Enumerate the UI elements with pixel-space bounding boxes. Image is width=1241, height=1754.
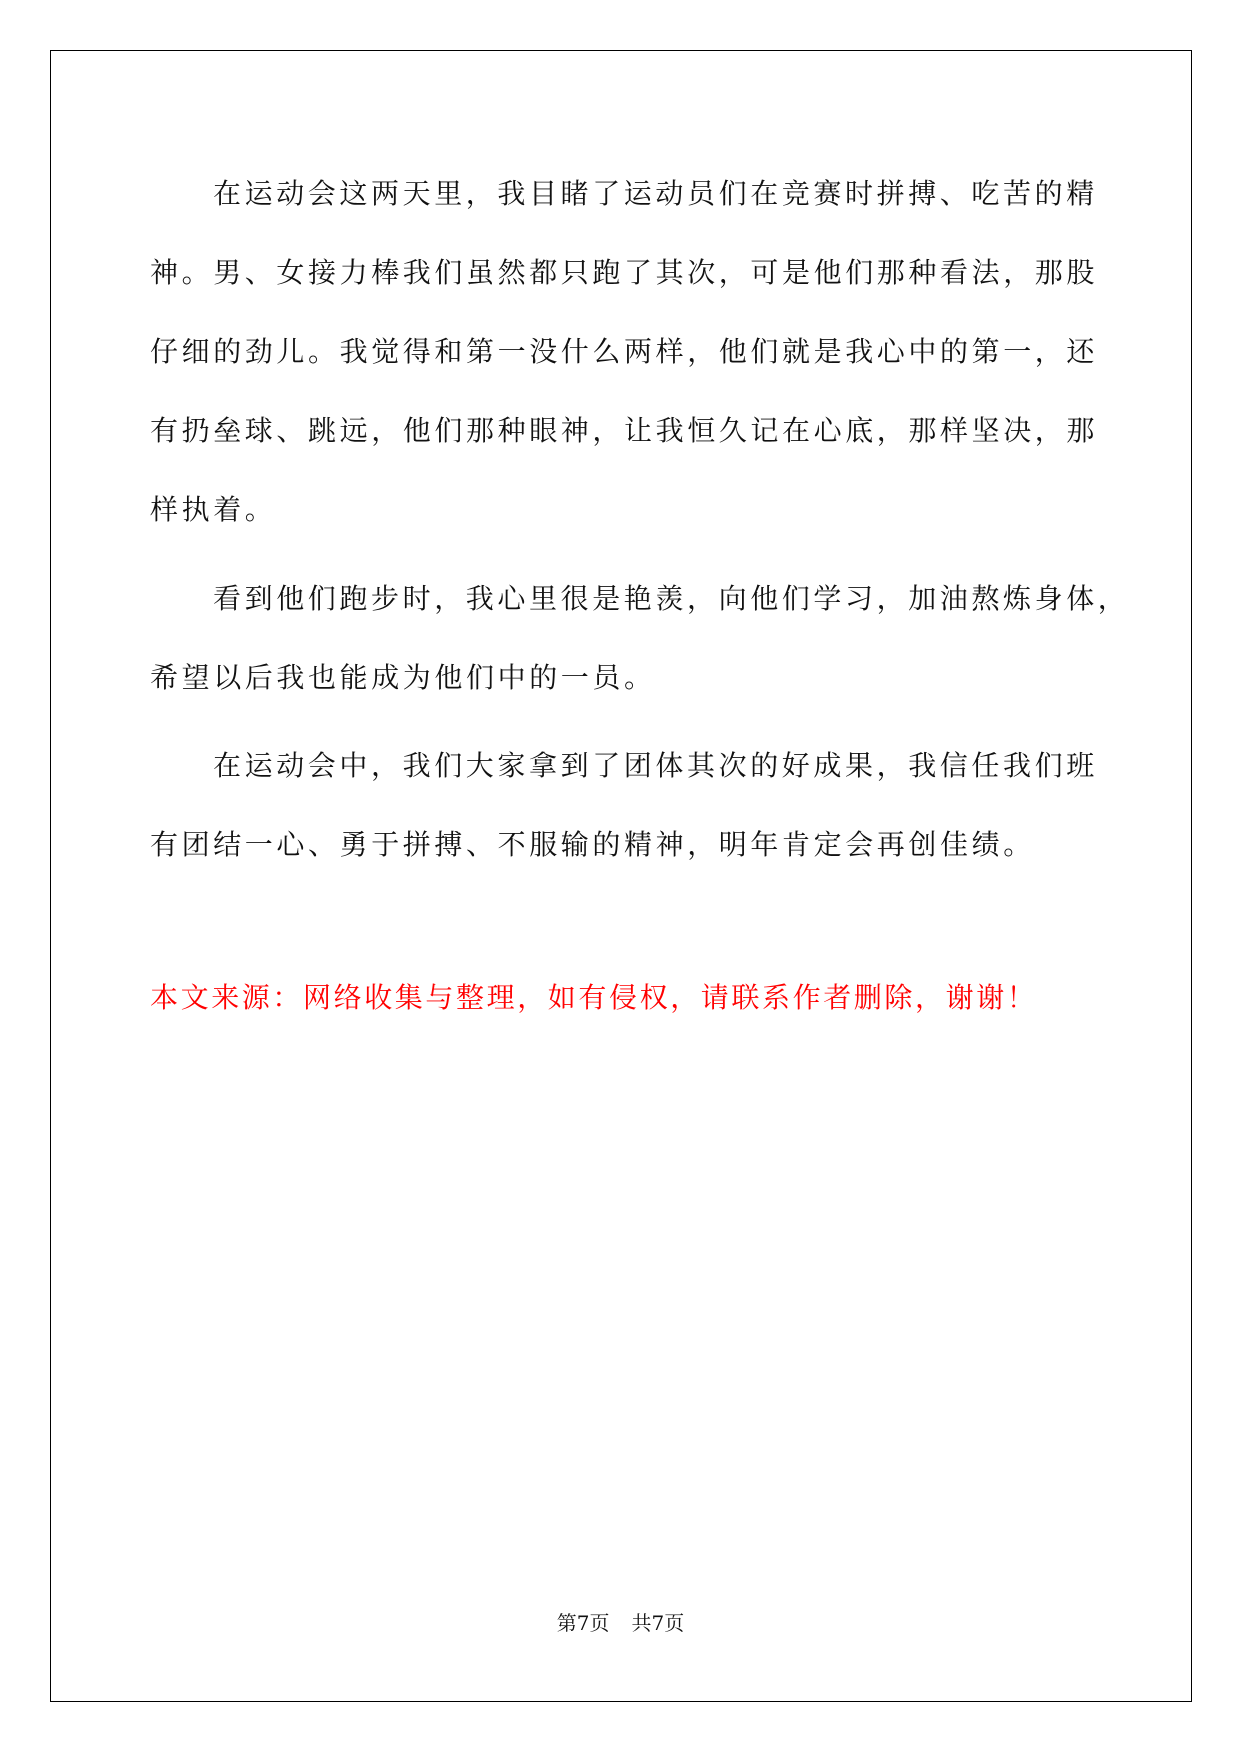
paragraph-1-line-4: 有扔垒球、跳远，他们那种眼神，让我恒久记在心底，那样坚决，那	[150, 414, 1099, 447]
paragraph-2-line-2: 希望以后我也能成为他们中的一员。	[150, 661, 656, 694]
current-page-label: 第7页	[556, 1611, 610, 1635]
page-border	[50, 50, 1192, 1702]
paragraph-1-line-1: 在运动会这两天里，我目睹了运动员们在竞赛时拼搏、吃苦的精	[213, 177, 1098, 210]
paragraph-1-line-5: 样执着。	[150, 493, 277, 526]
source-note: 本文来源：网络收集与整理，如有侵权，请联系作者删除，谢谢！	[150, 981, 1038, 1014]
paragraph-1-line-3: 仔细的劲儿。我觉得和第一没什么两样，他们就是我心中的第一，还	[150, 335, 1099, 368]
page-footer	[0, 1609, 1241, 1637]
paragraph-3-line-1: 在运动会中，我们大家拿到了团体其次的好成果，我信任我们班	[213, 749, 1098, 782]
paragraph-3-line-2: 有团结一心、勇于拼搏、不服输的精神，明年肯定会再创佳绩。	[150, 828, 1035, 861]
paragraph-1-line-2: 神。男、女接力棒我们虽然都只跑了其次，可是他们那种看法，那股	[150, 256, 1099, 289]
total-pages-label: 共7页	[631, 1611, 685, 1635]
paragraph-2-line-1: 看到他们跑步时，我心里很是艳羡，向他们学习，加油熬炼身体，	[213, 582, 1130, 615]
